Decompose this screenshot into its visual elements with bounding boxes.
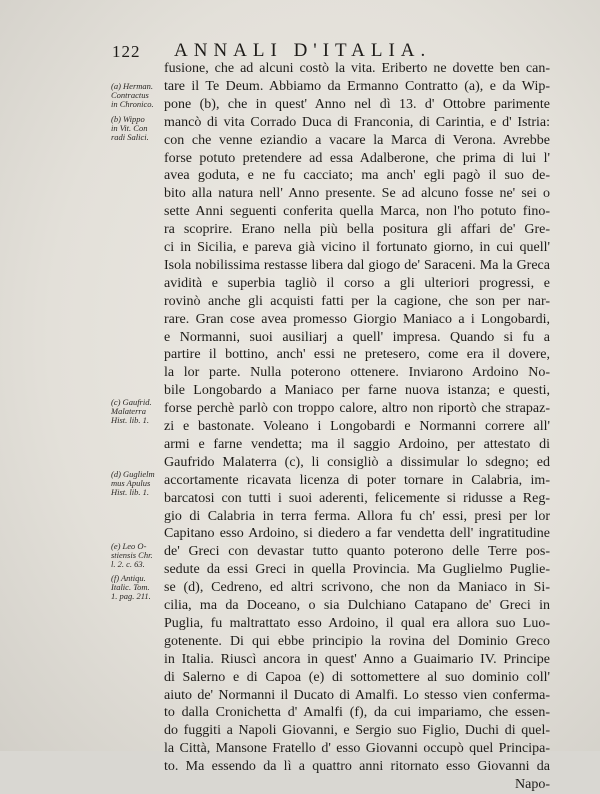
margin-note-line: mus Apulus (111, 478, 151, 488)
margin-note-d (111, 470, 167, 497)
text-line: se (d), Cedreno, ed altri scrivono, che non da Maniaco in Si- (164, 580, 550, 596)
text-line: ra scoprire. Erano nella più bella positura gli affari de' Gre- (164, 222, 550, 238)
text-line: gotenente. Di qui ebbe principio la rovina del Dominio Greco (164, 633, 550, 649)
text-line: pone (b), che in quest' Anno nel dì 13. d' Ottobre parimente (164, 96, 550, 112)
margin-note-line: (a) Herman. (111, 81, 154, 91)
text-line: sette Anni seguenti conferita quella Marca, non l'ho potuto fino- (164, 204, 550, 220)
text-line: partire il bottino, anch' essi ne pretesero, come era il dovere, (164, 347, 550, 363)
text-line: de' Greci con devastar tutto quanto poterono delle Terre pos- (164, 544, 550, 560)
margin-note-line: 1. pag. 211. (111, 591, 151, 601)
text-line: ci in Sicilia, e pareva già vicino il fortunato giorno, in cui quell' (164, 240, 550, 255)
text-line: to dalla Cronichetta d' Amalfi (f), da cui impariamo, che essen- (164, 705, 550, 721)
text-line: armi e farne vendetta; ma il saggio Ardoino, per attestato di (164, 436, 550, 452)
text-line: sedute da essi Greci in quella Provincia. Ma Guglielmo Puglie- (164, 562, 550, 578)
text-line: cilia, ma da Doceano, o sia Dulchiano Catapano de' Greci in (164, 598, 550, 613)
text-line: rovinò anche gli acquisti fatti per la cagione, che son per nar- (164, 293, 550, 309)
margin-note-line: Contractus (111, 90, 149, 100)
margin-notes (111, 0, 163, 751)
text-line: Napo- (515, 777, 550, 792)
margin-note-line: Italic. Tom. (111, 582, 150, 592)
text-line: con che venne eziandio a vacare la Marca di Verona. Avrebbe (164, 132, 550, 148)
text-line: zi e bastonate. Voleano i Longobardi e Normanni correre all' (164, 419, 550, 434)
text-line: do fuggiti a Napoli Giovanni, e Sergio suo Figlio, Duchi di quel- (164, 723, 550, 739)
text-line: Puglia, fu maltrattato esso Ardoino, il qual era allora suo Luo- (164, 615, 550, 631)
text-line: aiuto de' Normanni il Ducato di Amalfi. Lo stesso vien conferma- (164, 687, 550, 703)
margin-note-line: in Vit. Con (111, 123, 148, 133)
margin-note-line: in Chronico. (111, 99, 154, 109)
text-line: Capitano esso Ardoino, si diedero a far vendetta dell' ingratitudine (164, 526, 550, 542)
text-line: fusione, che ad alcuni costò la vita. Eriberto ne dovette ben can- (164, 61, 550, 76)
text-line: gio di Calabria in terra ferma. Allora fu ch' essi, presi per lor (164, 508, 550, 524)
margin-note-a (111, 82, 167, 109)
text-line: e Normanni, suoi ausiliarj a quell' impresa. Quando si fu a (164, 329, 550, 345)
text-line: forse potuto pretendere ad essa Adalberone, che prima di lui l' (164, 150, 550, 166)
margin-note-line: (d) Guglielm (111, 469, 155, 479)
margin-note-line: (c) Gaufrid. (111, 397, 152, 407)
running-title: ANNALI D'ITALIA. (174, 40, 432, 61)
text-line: accortamente ricavata licenza di poter tornare in Calabria, im- (164, 472, 550, 488)
margin-note-line: (e) Leo O- (111, 541, 147, 551)
text-line: tare il Te Deum. Abbiamo da Ermanno Contratto (a), e da Wip- (164, 78, 550, 94)
text-line: forse perchè parlò con troppo calore, altro non riportò che strapaz- (164, 401, 550, 417)
margin-note-line: (f) Antiqu. (111, 573, 146, 583)
margin-note-c (111, 398, 167, 425)
margin-note-line: radi Salici. (111, 132, 149, 142)
text-line: to. Ma essendo da lì a quattro anni ritornato esso Giovanni da (164, 759, 550, 775)
margin-note-line: l. 2. c. 63. (111, 559, 145, 569)
margin-note-f (111, 574, 167, 601)
page-number: 122 (112, 42, 141, 61)
text-line: la Città, Mansone Fratello d' esso Giovanni occupò quel Principa- (164, 741, 550, 757)
text-line: in Italia. Riuscì ancora in quest' Anno a Guaimario IV. Principe (164, 651, 550, 667)
text-line: avidità e superbia tagliò il corso a gli ulteriori progressi, e (164, 275, 550, 291)
text-line: bito alla natura nell' Anno presente. Se ad alcuno fosse ne' sei o (164, 186, 550, 202)
text-line: la lor parte. Nulla poterono ottenere. Inviarono Ardoino No- (164, 365, 550, 381)
text-line: Gaufrido Malaterra (c), li consigliò a dissimular lo sdegno; ed (164, 454, 550, 470)
text-line: barcatosi con tutti i suoi aderenti, felicemente si ridusse a Reg- (164, 490, 550, 506)
margin-note-line: stiensis Chr. (111, 550, 153, 560)
margin-note-line: Hist. lib. 1. (111, 487, 150, 497)
margin-note-line: Malaterra (111, 406, 146, 416)
text-line: bile Longobardo a Maniaco per farne nuova istanza; e questi, (164, 383, 550, 399)
text-line: avea goduta, e ne fu cacciato; ma anch' egli pagò il suo de- (164, 168, 550, 184)
margin-note-line: (b) Wippo (111, 114, 145, 124)
margin-note-b (111, 115, 167, 142)
margin-note-line: Hist. lib. 1. (111, 415, 150, 425)
text-line: mancò di vita Corrado Duca di Franconia, di Carintia, e d' Istria: (164, 114, 550, 130)
text-line: Isola nobilissima restasse libera dal giogo de' Saraceni. Ma la Greca (164, 257, 550, 273)
margin-note-e (111, 542, 167, 569)
text-line: rare. Gran cose avea promesso Giorgio Maniaco a i Longobardi, (164, 311, 550, 327)
text-line: di Salerno e di Capoa (e) di sottomettere al suo dominio coll' (164, 669, 550, 685)
